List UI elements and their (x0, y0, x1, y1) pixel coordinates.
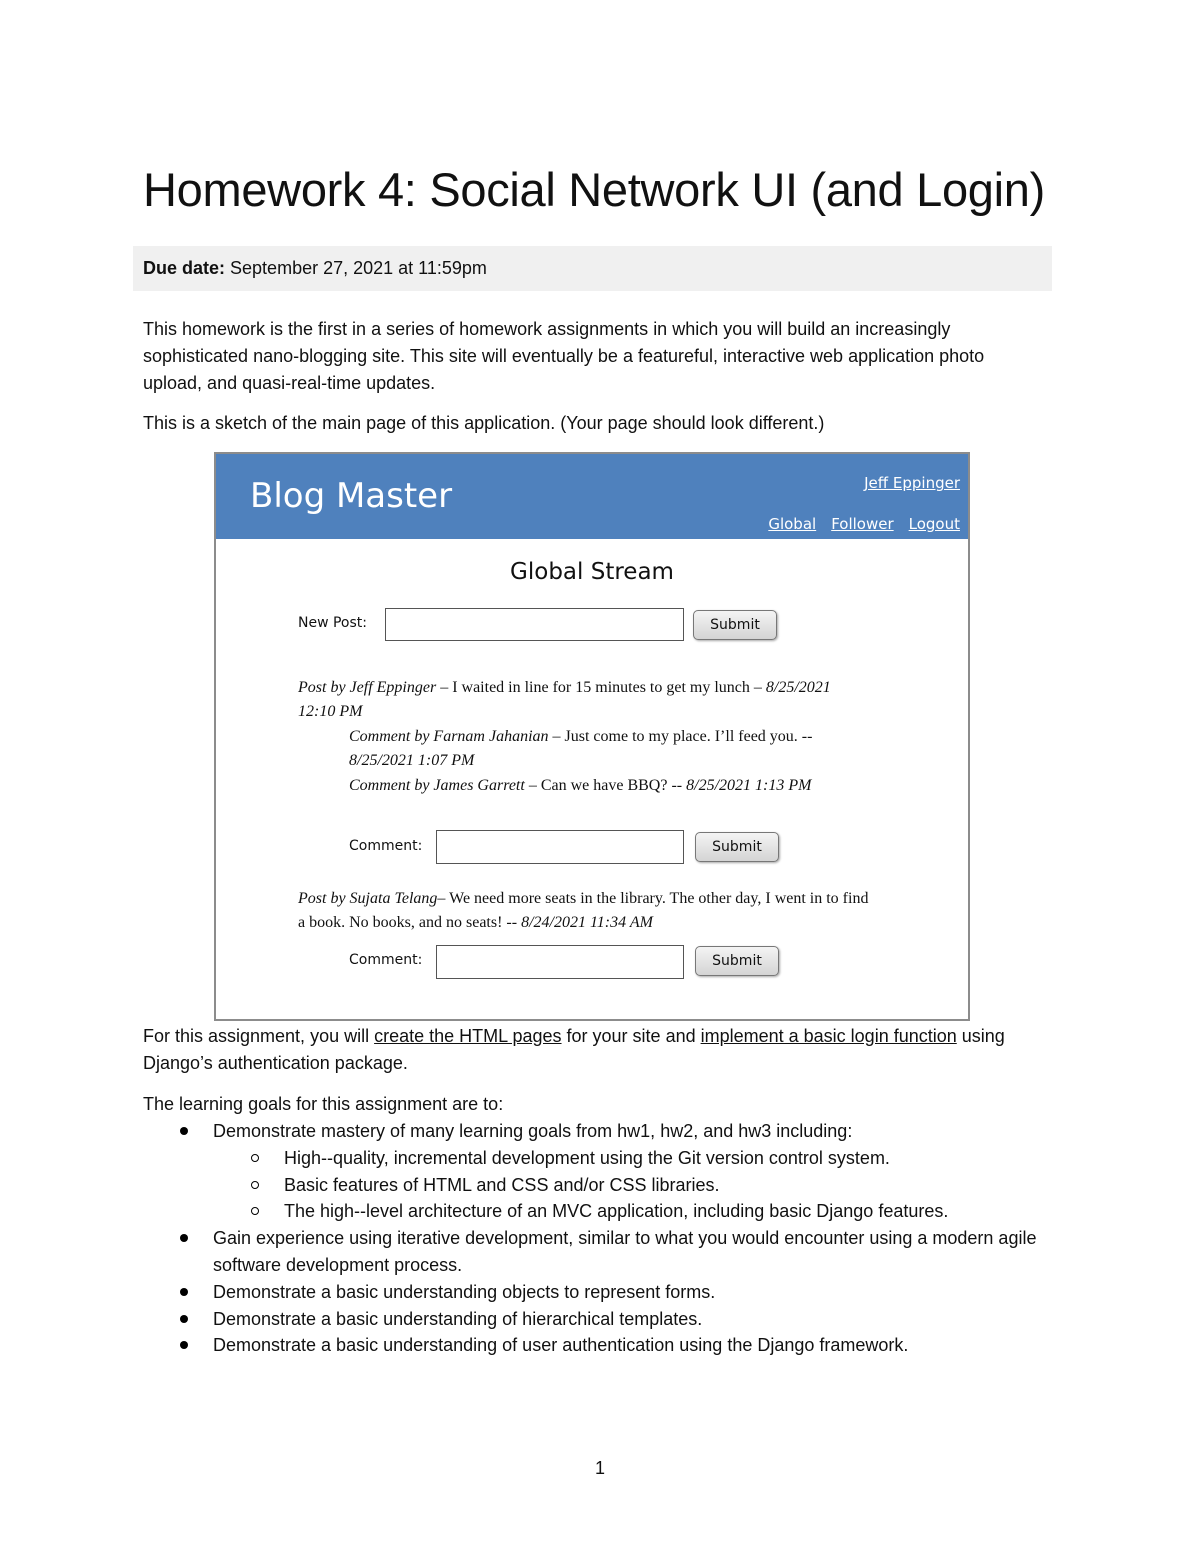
post-time: 8/24/2021 11:34 AM (521, 914, 653, 931)
page-title: Homework 4: Social Network UI (and Login) (143, 163, 1045, 216)
goal-item: Gain experience using iterative development, similar to what you would encounter using a modern agile software development process. (143, 1225, 1043, 1279)
comment-input[interactable] (436, 945, 684, 979)
due-date-label: Due date: (143, 258, 226, 278)
post-text: – We need more seats in the library. The other day, I went in to find a book. No books, and no seats! -- (298, 890, 869, 931)
goal-item (143, 1118, 1043, 1225)
comment-label: Comment: (349, 952, 423, 968)
comment-input[interactable] (436, 830, 684, 864)
goal-text: Demonstrate mastery of many learning goals from hw1, hw2, and hw3 including: (213, 1121, 853, 1141)
goals-intro: The learning goals for this assignment are to: (143, 1094, 504, 1114)
comment-author: Comment by James Garrett (349, 777, 525, 794)
blog-mockup (214, 452, 970, 1021)
comment-time: 8/25/2021 1:13 PM (686, 777, 812, 794)
post-item (298, 887, 878, 935)
nav-global-link[interactable]: Global (768, 515, 817, 533)
user-profile-link[interactable]: Jeff Eppinger (864, 474, 960, 492)
assignment-text: for your site and (561, 1026, 701, 1046)
due-date (143, 258, 487, 279)
assignment-paragraph (143, 1023, 1053, 1077)
comment-author: Comment by Farnam Jahanian (349, 728, 549, 745)
page-number: 1 (594, 1458, 605, 1478)
comment-text: – Can we have BBQ? -- (524, 777, 687, 794)
assignment-text: For this assignment, you will (143, 1026, 375, 1046)
mockup-header (216, 454, 968, 539)
post-item (298, 676, 858, 724)
stream-title: Global Stream (510, 559, 674, 585)
mockup-brand: Blog Master (250, 476, 453, 516)
subgoal-item: The high--level architecture of an MVC application, including basic Django features. (213, 1198, 1043, 1225)
learning-goals-list (143, 1118, 1043, 1359)
comment-submit-button[interactable]: Submit (695, 832, 779, 862)
goal-item: Demonstrate a basic understanding of hierarchical templates. (143, 1306, 1043, 1333)
new-post-submit-button[interactable]: Submit (693, 610, 777, 640)
goal-item: Demonstrate a basic understanding objects to represent forms. (143, 1279, 1043, 1306)
subgoals-list (213, 1145, 1043, 1225)
intro-paragraph: This homework is the first in a series of homework assignments in which you will build an increasingly sophisticated nano-blogging site. This site will eventually be a featureful, interactive web application photo upload, and quasi-real-time updates. (143, 319, 985, 393)
sketch-caption: This is a sketch of the main page of this application. (Your page should look different.) (143, 413, 825, 433)
comment-item (349, 725, 859, 773)
new-post-label: New Post: (298, 615, 367, 631)
create-html-pages-link[interactable]: create the HTML pages (374, 1026, 562, 1046)
post-text: – I waited in line for 15 minutes to get my lunch – (436, 679, 766, 696)
comment-item (349, 774, 859, 798)
assignment-text: using Django’s authentication package. (143, 1026, 1005, 1073)
comment-time: 8/25/2021 1:07 PM (349, 752, 475, 769)
goal-item: Demonstrate a basic understanding of user authentication using the Django framework. (143, 1332, 1043, 1359)
implement-login-link[interactable]: implement a basic login function (700, 1026, 957, 1046)
comment-submit-button[interactable]: Submit (695, 946, 779, 976)
new-post-input[interactable] (385, 608, 684, 641)
nav-follower-link[interactable]: Follower (831, 515, 894, 533)
subgoal-item: High--quality, incremental development using the Git version control system. (213, 1145, 1043, 1172)
due-date-value: September 27, 2021 at 11:59pm (230, 258, 487, 278)
comment-text: – Just come to my place. I’ll feed you. -- (548, 728, 813, 745)
post-time: 8/25/2021 12:10 PM (298, 679, 831, 720)
subgoal-item: Basic features of HTML and CSS and/or CSS libraries. (213, 1172, 1043, 1199)
post-author: Post by Sujata Telang (298, 890, 438, 907)
mockup-nav (753, 515, 960, 534)
post-author: Post by Jeff Eppinger (298, 679, 437, 696)
comment-label: Comment: (349, 838, 423, 854)
nav-logout-link[interactable]: Logout (908, 515, 960, 533)
due-date-box (133, 246, 1052, 291)
